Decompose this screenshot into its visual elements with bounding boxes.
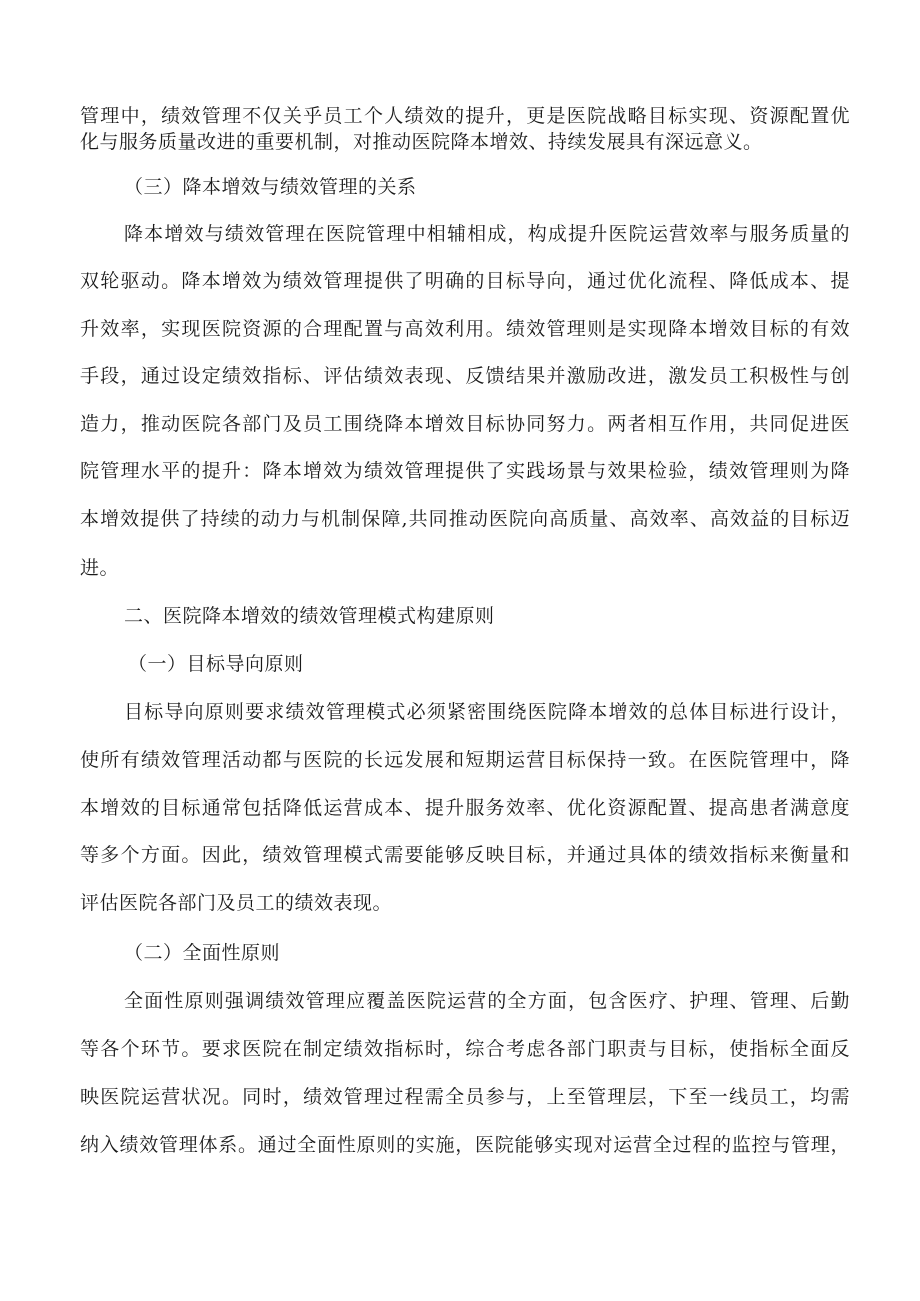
section-heading: （二）全面性原则 <box>124 942 281 964</box>
body-line: 降本增效与绩效管理在医院管理中相辅相成，构成提升医院运营效率与服务质量的 <box>124 223 850 245</box>
body-line: 等多个方面。因此，绩效管理模式需要能够反映目标，并通过具体的绩效指标来衡量和 <box>80 844 850 866</box>
body-line: 映医院运营状况。同时，绩效管理过程需全员参与，上至管理层，下至一线员工，均需 <box>80 1086 850 1108</box>
body-line: 使所有绩效管理活动都与医院的长远发展和短期运营目标保持一致。在医院管理中，降 <box>80 749 850 771</box>
body-line: 手段，通过设定绩效指标、评估绩效表现、反馈结果并激励改进，激发员工积极性与创 <box>80 365 850 387</box>
body-line: 造力，推动医院各部门及员工围绕降本增效目标协同努力。两者相互作用，共同促进医 <box>80 413 850 435</box>
body-line: 纳入绩效管理体系。通过全面性原则的实施，医院能够实现对运营全过程的监控与管理， <box>80 1134 850 1156</box>
body-line: 评估医院各部门及员工的绩效表现。 <box>80 892 393 914</box>
body-line: 目标导向原则要求绩效管理模式必须紧密围绕医院降本增效的总体目标进行设计， <box>124 701 850 723</box>
section-heading: （三）降本增效与绩效管理的关系 <box>124 176 417 198</box>
body-line: 院管理水平的提升：降本增效为绩效管理提供了实践场景与效果检验，绩效管理则为降 <box>80 460 850 482</box>
body-line: 双轮驱动。降本增效为绩效管理提供了明确的目标导向，通过优化流程、降低成本、提 <box>80 270 850 292</box>
body-line: 进。 <box>80 557 120 579</box>
body-line: 全面性原则强调绩效管理应覆盖医院运营的全方面，包含医疗、护理、管理、后勤 <box>124 990 850 1012</box>
body-line: 管理中，绩效管理不仅关乎员工个人绩效的提升，更是医院战略目标实现、资源配置优 <box>80 105 850 127</box>
section-heading: （一）目标导向原则 <box>128 653 304 675</box>
chapter-heading: 二、医院降本增效的绩效管理模式构建原则 <box>124 605 495 627</box>
body-line: 化与服务质量改进的重要机制，对推动医院降本增效、持续发展具有深远意义。 <box>80 131 763 153</box>
body-line: 等各个环节。要求医院在制定绩效指标时，综合考虑各部门职责与目标，使指标全面反 <box>80 1038 850 1060</box>
body-line: 升效率，实现医院资源的合理配置与高效利用。绩效管理则是实现降本增效目标的有效 <box>80 318 850 340</box>
body-line: 本增效的目标通常包括降低运营成本、提升服务效率、优化资源配置、提高患者满意度 <box>80 797 850 819</box>
body-line: 本增效提供了持续的动力与机制保障,共同推动医院向高质量、高效率、高效益的目标迈 <box>80 508 850 530</box>
